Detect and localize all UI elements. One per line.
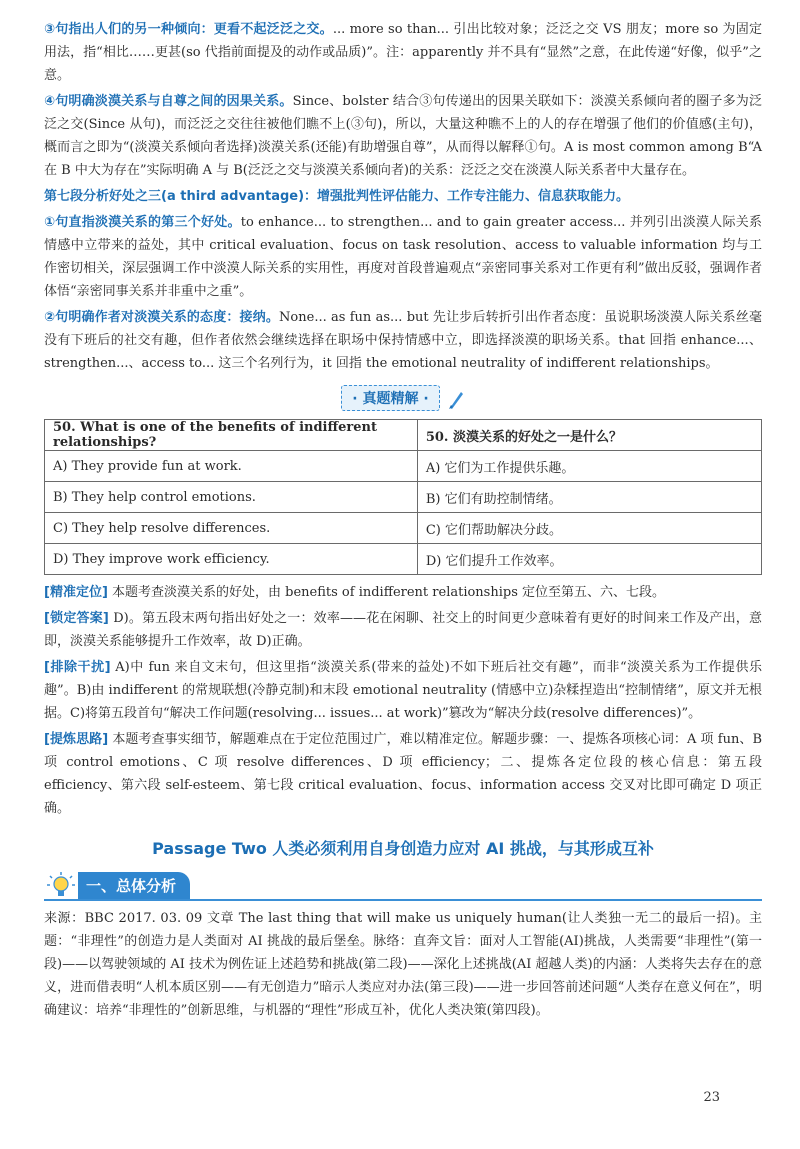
- para-lead: 第七段分析好处之三(a third advantage)：增强批判性评估能力、工作专注能力、信息获取能力。: [44, 189, 630, 204]
- analysis-tag: [排除干扰]: [44, 660, 111, 675]
- analysis-text: 本题考查淡漠关系的好处，由 benefits of indifferent relationships 定位至第五、六、七段。: [107, 585, 666, 600]
- option-zh: C) 它们帮助解决分歧。: [417, 513, 761, 544]
- lightbulb-icon: [44, 871, 78, 899]
- page-number: 23: [703, 1090, 720, 1105]
- overview-paragraph: 来源：BBC 2017. 03. 09 文章 The last thing that will make us uniquely human(让人类独一无二的最后一招)。主题：“非理性”的创造力是人类面对 AI 挑战的最后堡垒。脉络：直奔文旨：面对人工智能(AI)挑战，人类需要“非理性”(第一段)——以驾驶领域的 AI 技术为例佐证上述趋势和挑战(第二段)——深化上述挑战(AI 超越人类)的内涵：人类将失去存在的意义，进而借表明“人机本质区别——有无创造力”暗示人类应对办法(第三段)——进一步回答前述问题“人类存在意义何在”，明确建议：培养“非理性的”创新思维，与机器的“理性”形成互补，优化人类决策(第四段)。: [44, 911, 762, 1018]
- para-body: ... more so than... 引出比较对象；泛泛之交 VS 朋友；more so 为固定用法，指“相比……更甚(so 代指前面提及的动作或品质)”。注：apparently 并不具有“显然”之意，在此传递“好像，似乎”之意。: [44, 22, 762, 83]
- question-stem-en: 50. What is one of the benefits of indifferent relationships?: [45, 420, 418, 451]
- option-zh: B) 它们有助控制情绪。: [417, 482, 761, 513]
- analysis-text: 本题考查事实细节，解题难点在于定位范围过广，难以精准定位。解题步骤：一、提炼各项核心词：A 项 fun、B 项 control emotions、C 项 resolve differences、D 项 efficiency；二、提炼各定位段的核心信息：第五段 efficiency、第六段 self-esteem、第七段 critical evaluation、focus、information access 交叉对比即可确定 D 项正确。: [44, 732, 762, 816]
- para-body: Since、bolster 结合③句传递出的因果关联如下：淡漠关系倾向者的圈子多为泛泛之交(Since 从句)，而泛泛之交往往被他们瞧不上(③句)，所以，大量这种瞧不上的人的存在增强了他们的价值感(主句)，概而言之即为“(淡漠关系倾向者选择)淡漠关系(还能)有助增强自尊”，从而得以解释①句。A is most common among B“A 在 B 中大为存在”实际明确 A 与 B(泛泛之交与淡漠关系倾向者)的关系：泛泛之交在淡漠人际关系者中大量存在。: [44, 94, 762, 178]
- paragraph: [44, 185, 762, 208]
- top-paragraphs: [44, 18, 762, 375]
- para-lead: ①句直指淡漠关系的第三个好处。: [44, 215, 241, 230]
- option-zh: D) 它们提升工作效率。: [417, 544, 761, 575]
- pen-icon: [447, 388, 465, 410]
- question-stem-zh: 50. 淡漠关系的好处之一是什么？: [417, 420, 761, 451]
- badge-title: · 真题精解 ·: [341, 385, 439, 411]
- paragraph: [44, 90, 762, 182]
- passage-title: Passage Two 人类必须利用自身创造力应对 AI 挑战，与其形成互补: [152, 839, 654, 858]
- option-en: D) They improve work efficiency.: [45, 544, 418, 575]
- analysis-text: D)。第五段末两句指出好处之一：效率——花在闲聊、社交上的时间更少意味着有更好的时间来工作及产出，意即，淡漠关系能够提升工作效率，故 D)正确。: [44, 611, 762, 649]
- analysis-tag: [精准定位]: [44, 585, 108, 600]
- analysis-item: [44, 656, 762, 725]
- analysis-item: [44, 728, 762, 820]
- para-lead: ④句明确淡漠关系与自尊之间的因果关系。: [44, 94, 293, 109]
- paragraph: [44, 211, 762, 303]
- paragraph: [44, 306, 762, 375]
- analysis-tag: [锁定答案]: [44, 611, 109, 626]
- analysis-text: A)中 fun 来自文末句，但这里指“淡漠关系(带来的益处)不如下班后社交有趣”，而非“淡漠关系为工作提供乐趣”。B)由 indifferent 的常规联想(冷静克制)和末段 emotional neutrality (情感中立)杂糅捏造出“控制情绪”，原文并无根据。C)将第五段首句“解决工作问题(resolving... issues... at work)”篡改为“解决分歧(resolve differences)”。: [44, 660, 762, 721]
- analysis-item: [44, 581, 762, 604]
- table-row: [45, 482, 762, 513]
- para-body: None... as fun as... but 先让步后转折引出作者态度：虽说职场淡漠人际关系丝毫没有下班后的社交有趣，但作者依然会继续选择在职场中保持情感中立，即选择淡漠的职场关系。that 回指 enhance...、strengthen...、access to... 这三个名列行为，it 回指 the emotional neutrality of indifferent relationships。: [44, 310, 762, 371]
- table-row: [45, 544, 762, 575]
- section-label: 一、总体分析: [78, 872, 190, 899]
- table-row: [45, 420, 762, 451]
- para-body: to enhance... to strengthen... and to gain greater access... 并列引出淡漠人际关系情感中立带来的益处，其中 critical evaluation、focus on task resolution、access to valuable information 均与工作密切相关，深层强调工作中淡漠人际关系的实用性，再度对首段普遍观点“亲密同事关系对工作更有利”做出反驳，强调作者体悟“亲密同事关系并非重中之重”。: [44, 215, 762, 299]
- para-lead: ②句明确作者对淡漠关系的态度：接纳。: [44, 310, 280, 325]
- table-row: [45, 513, 762, 544]
- analysis-block: [44, 581, 762, 820]
- option-zh: A) 它们为工作提供乐趣。: [417, 451, 761, 482]
- option-en: A) They provide fun at work.: [45, 451, 418, 482]
- table-row: [45, 451, 762, 482]
- para-lead: ③句指出人们的另一种倾向：更看不起泛泛之交。: [44, 22, 333, 37]
- paragraph: [44, 18, 762, 87]
- analysis-item: [44, 607, 762, 653]
- section-header: [44, 871, 762, 901]
- question-table: [44, 419, 762, 575]
- section-badge: [44, 385, 762, 411]
- analysis-tag: [提炼思路]: [44, 732, 109, 747]
- option-en: C) They help resolve differences.: [45, 513, 418, 544]
- option-en: B) They help control emotions.: [45, 482, 418, 513]
